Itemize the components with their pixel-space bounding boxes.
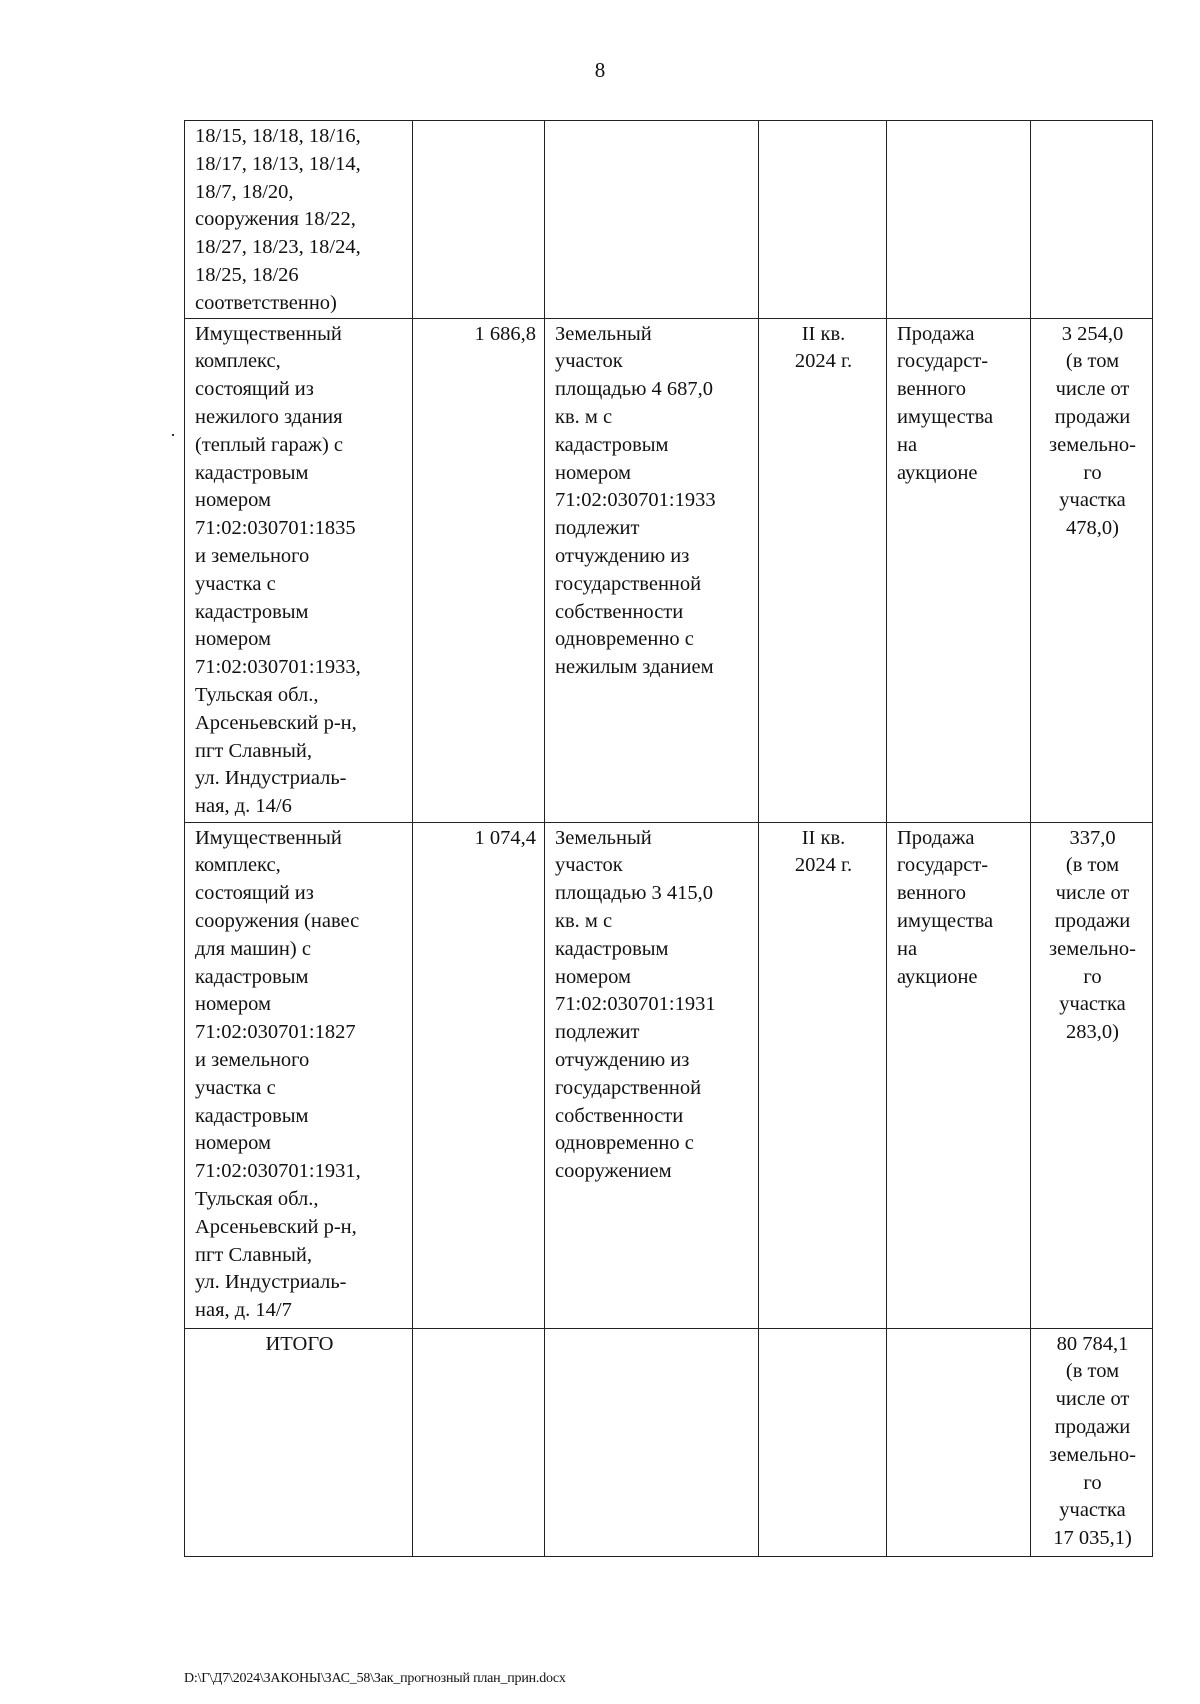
cell-text-line: на — [897, 937, 918, 960]
cell-text-line: государственной — [555, 572, 702, 595]
cell-text-line: числе от — [1055, 1388, 1130, 1411]
period-cell — [759, 121, 887, 319]
cell-text-line: подлежит — [555, 1021, 640, 1044]
sum-cell — [1031, 318, 1153, 822]
object-cell — [185, 822, 413, 1328]
cell-text-line: венного — [897, 378, 966, 401]
cell-text-line: номером — [195, 489, 271, 512]
cell-text-line: отчуждению из — [555, 1048, 690, 1071]
page-number: 8 — [594, 58, 606, 82]
cell-text-line: номером — [555, 965, 631, 988]
method-cell — [887, 121, 1031, 319]
cell-text-line: (теплый гараж) с — [195, 433, 344, 456]
cell-text-line: комплекс, — [195, 350, 281, 373]
cell-text-line: для машин) с — [195, 937, 311, 960]
cell-text-line: пгт Славный, — [195, 739, 312, 762]
method-cell — [887, 822, 1031, 1328]
cell-text-line: Земельный — [555, 322, 652, 345]
file-path-footer: D:\Г\Д7\2024\ЗАКОНЫ\ЗАС_58\Зак_прогнозный план_прин.docx — [184, 1671, 566, 1686]
cell-text-line: соответственно) — [195, 291, 337, 314]
cell-text-line: продажи — [1054, 1415, 1131, 1438]
cell-text-line: Продажа — [897, 826, 975, 849]
cell-text-line: го — [1083, 965, 1102, 988]
cell-text-line: го — [1083, 461, 1102, 484]
cell-text-line: 18/27, 18/23, 18/24, — [195, 236, 361, 259]
cell-text-line: аукционе — [897, 461, 978, 484]
object-cell — [185, 318, 413, 822]
empty-cell — [887, 1328, 1031, 1556]
cell-text-line: участок — [555, 854, 623, 877]
cell-text-line: сооружения 18/22, — [195, 208, 356, 231]
cell-text-line: кадастровым — [195, 965, 309, 988]
cell-text-line: числе от — [1055, 378, 1130, 401]
cell-text-line: ул. Индустриаль- — [195, 767, 347, 790]
area-cell — [413, 121, 545, 319]
cell-text-line: собственности — [555, 1104, 684, 1127]
cell-text-line: кадастровым — [195, 600, 309, 623]
privatization-table — [184, 120, 1153, 1557]
cell-text-line: ная, д. 14/6 — [195, 795, 292, 818]
cell-text-line: кадастровым — [195, 461, 309, 484]
period-cell — [759, 318, 887, 822]
cell-text-line: имущества — [897, 405, 994, 428]
cell-text-line: Имущественный — [195, 322, 342, 345]
empty-cell — [413, 1328, 545, 1556]
cell-text-line: номером — [195, 628, 271, 651]
cell-text-line: II кв. — [801, 322, 846, 345]
cell-text-line: 18/25, 18/26 — [195, 263, 299, 286]
cell-text-line: кадастровым — [555, 433, 669, 456]
table-row — [185, 121, 1153, 319]
cell-text-line: кв. м с — [555, 405, 613, 428]
cell-text-line: и земельного — [195, 1048, 310, 1071]
cell-text-line: земельно- — [1049, 433, 1136, 456]
cell-text-line: номером — [195, 1132, 271, 1155]
cell-text-line: кадастровым — [195, 1104, 309, 1127]
total-row — [185, 1328, 1153, 1556]
cell-text-line: го — [1083, 1471, 1102, 1494]
cell-text-line: комплекс, — [195, 854, 281, 877]
cell-text-line: кадастровым — [555, 937, 669, 960]
cell-text-line: собственности — [555, 600, 684, 623]
cell-text-line: состоящий из — [195, 882, 314, 905]
table-row — [185, 318, 1153, 822]
land-cell — [545, 121, 759, 319]
empty-cell — [759, 1328, 887, 1556]
cell-text-line: 478,0) — [1066, 517, 1119, 540]
cell-text-line: участка — [1059, 993, 1126, 1016]
cell-text-line: 80 784,1 — [1056, 1332, 1129, 1355]
cell-text-line: государственной — [555, 1076, 702, 1099]
cell-text-line: 18/7, 18/20, — [195, 180, 294, 203]
table-row — [185, 822, 1153, 1328]
cell-text-line: площадью 4 687,0 — [555, 378, 714, 401]
cell-text-line: (в том — [1065, 854, 1120, 877]
area-cell: 1 686,8 — [413, 318, 545, 822]
sum-cell — [1031, 121, 1153, 319]
empty-cell — [545, 1328, 759, 1556]
cell-text-line: сооружением — [555, 1160, 672, 1183]
cell-text-line: государст- — [897, 854, 989, 877]
cell-text-line: на — [897, 433, 918, 456]
period-cell — [759, 822, 887, 1328]
cell-text-line: 71:02:030701:1933 — [555, 489, 716, 512]
cell-text-line: продажи — [1054, 909, 1131, 932]
cell-text-line: подлежит — [555, 517, 640, 540]
cell-text-line: Тульская обл., — [195, 1187, 319, 1210]
cell-text-line: 71:02:030701:1931 — [555, 993, 716, 1016]
cell-text-line: 283,0) — [1066, 1021, 1119, 1044]
cell-text-line: 3 254,0 — [1061, 322, 1124, 345]
cell-text-line: Арсеньевский р-н, — [195, 1215, 357, 1238]
cell-text-line: имущества — [897, 909, 994, 932]
cell-text-line: аукционе — [897, 965, 978, 988]
cell-text-line: 17 035,1) — [1053, 1527, 1132, 1550]
cell-text-line: (в том — [1065, 350, 1120, 373]
method-cell — [887, 318, 1031, 822]
cell-text-line: 18/17, 18/13, 18/14, — [195, 152, 361, 175]
cell-text-line: участка с — [195, 1076, 276, 1099]
cell-text-line: продажи — [1054, 405, 1131, 428]
cell-text-line: 337,0 — [1069, 826, 1116, 849]
cell-text-line: и земельного — [195, 544, 310, 567]
cell-text-line: пгт Славный, — [195, 1243, 312, 1266]
cell-text-line: государст- — [897, 350, 989, 373]
cell-text-line: номером — [195, 993, 271, 1016]
cell-text-line: Имущественный — [195, 826, 342, 849]
cell-text-line: II кв. — [801, 826, 846, 849]
cell-text-line: кв. м с — [555, 909, 613, 932]
cell-text-line: сооружения (навес — [195, 909, 360, 932]
cell-text-line: ная, д. 14/7 — [195, 1299, 292, 1322]
area-cell: 1 074,4 — [413, 822, 545, 1328]
cell-text-line: номером — [555, 461, 631, 484]
sum-cell — [1031, 822, 1153, 1328]
cell-text-line: участок — [555, 350, 623, 373]
cell-text-line: 71:02:030701:1827 — [195, 1021, 356, 1044]
cell-text-line: 18/15, 18/18, 18/16, — [195, 125, 361, 147]
cell-text-line: Земельный — [555, 826, 652, 849]
cell-text-line: (в том — [1065, 1360, 1120, 1383]
cell-text-line: нежилым зданием — [555, 656, 714, 679]
object-cell — [185, 121, 413, 319]
cell-text-line: участка с — [195, 572, 276, 595]
cell-text-line: 71:02:030701:1933, — [195, 656, 361, 679]
cell-text-line: числе от — [1055, 882, 1130, 905]
total-label: ИТОГО — [185, 1328, 413, 1556]
cell-text-line: участка — [1059, 1499, 1126, 1522]
cell-text-line: отчуждению из — [555, 544, 690, 567]
cell-text-line: Тульская обл., — [195, 683, 319, 706]
cell-text-line: участка — [1059, 489, 1126, 512]
cell-text-line: одновременно с — [555, 628, 694, 651]
cell-text-line: нежилого здания — [195, 405, 343, 428]
cell-text-line: 71:02:030701:1835 — [195, 517, 356, 540]
cell-text-line: одновременно с — [555, 1132, 694, 1155]
cell-text-line: земельно- — [1049, 937, 1136, 960]
cell-text-line: ул. Индустриаль- — [195, 1271, 347, 1294]
land-cell — [545, 822, 759, 1328]
cell-text-line: Арсеньевский р-н, — [195, 711, 357, 734]
cell-text-line: земельно- — [1049, 1443, 1136, 1466]
cell-text-line: 2024 г. — [794, 350, 853, 373]
land-cell — [545, 318, 759, 822]
cell-text-line: Продажа — [897, 322, 975, 345]
total-sum-cell — [1031, 1328, 1153, 1556]
stray-mark — [172, 434, 174, 436]
cell-text-line: состоящий из — [195, 378, 314, 401]
cell-text-line: венного — [897, 882, 966, 905]
cell-text-line: 71:02:030701:1931, — [195, 1160, 361, 1183]
cell-text-line: 2024 г. — [794, 854, 853, 877]
cell-text-line: площадью 3 415,0 — [555, 882, 714, 905]
